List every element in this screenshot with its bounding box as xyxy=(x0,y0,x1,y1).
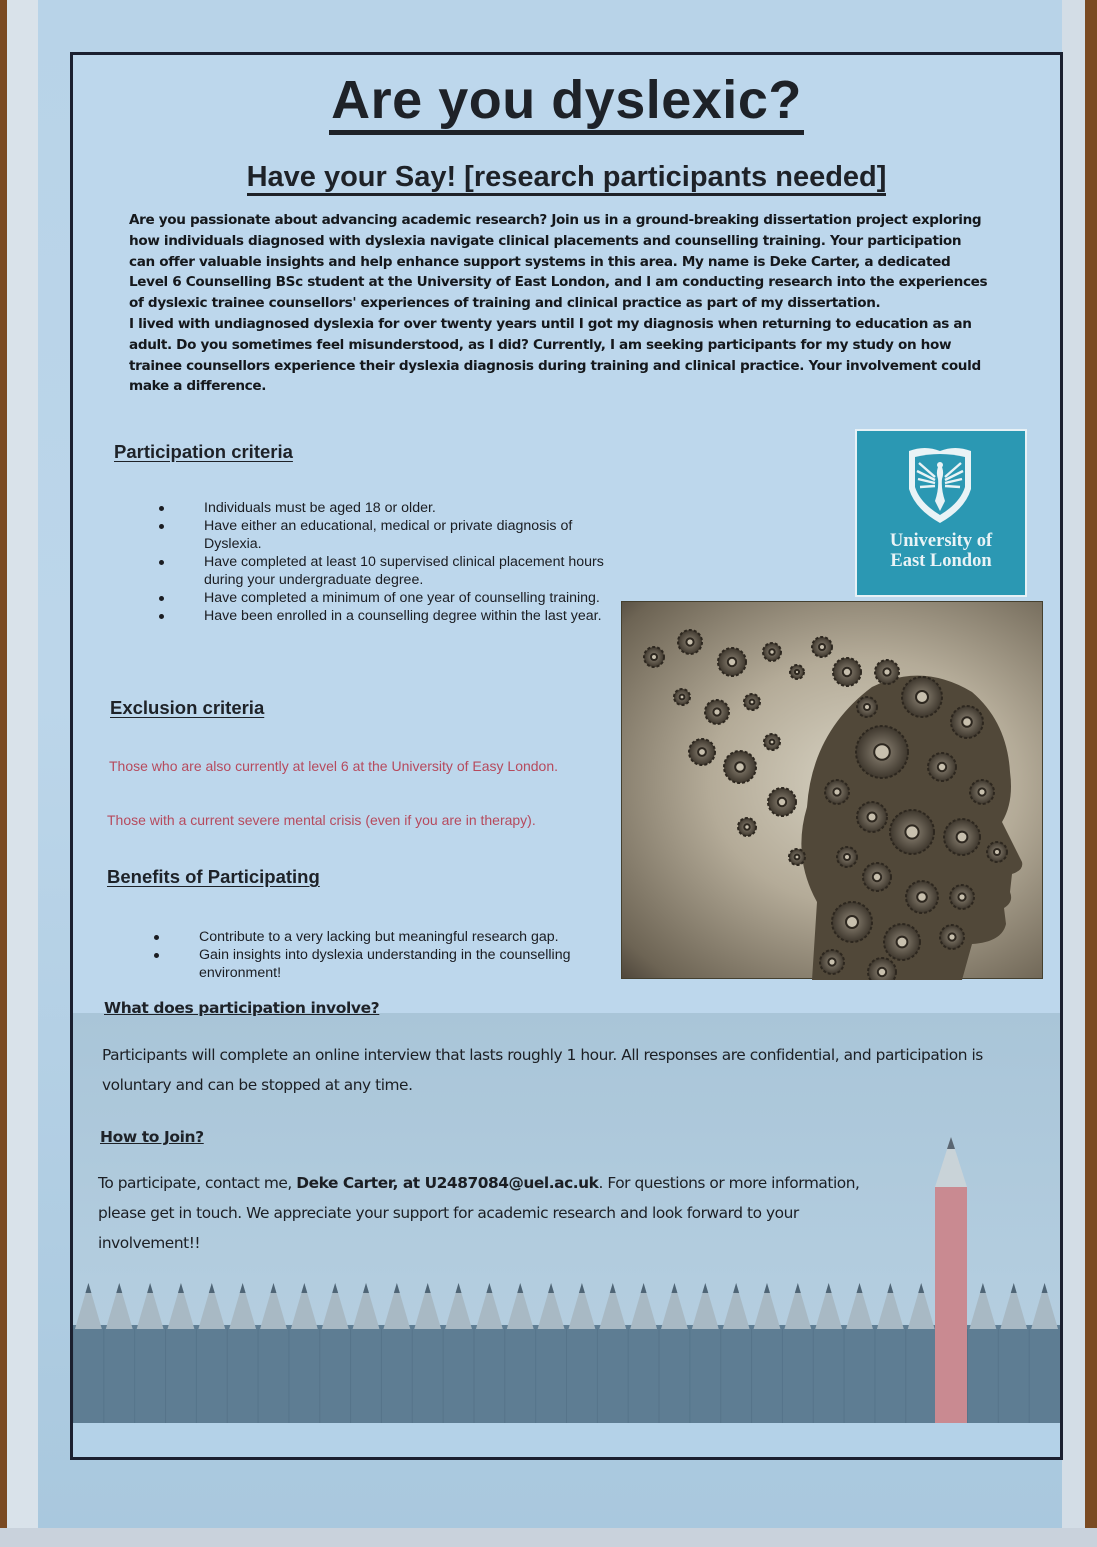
exclusion-heading: Exclusion criteria xyxy=(110,697,265,718)
gear-hub-icon xyxy=(844,854,850,860)
gear-hub-icon xyxy=(744,824,749,829)
pencil-lead-icon xyxy=(887,1283,893,1293)
desk-edge-right xyxy=(1085,0,1097,1547)
gear-hub-icon xyxy=(713,708,720,715)
pencil-lead-icon xyxy=(147,1283,153,1293)
bottom-strip xyxy=(73,1423,1060,1460)
pencil-lead-icon xyxy=(671,1283,677,1293)
pencil-lead-icon xyxy=(394,1283,400,1293)
gear-hub-icon xyxy=(846,916,858,928)
list-item xyxy=(159,553,619,589)
pencil-lead-icon xyxy=(240,1283,246,1293)
pencil-lead-icon xyxy=(209,1283,215,1293)
flyer-title-text: Are you dyslexic? xyxy=(329,70,804,135)
gear-hub-icon xyxy=(750,700,755,705)
list-item-text: Have completed a minimum of one year of counselling training. xyxy=(204,590,600,606)
uel-logo-line: East London xyxy=(890,551,992,571)
list-item xyxy=(154,928,614,946)
exclusion-item: Those who are also currently at level 6 at the University of Easy London. xyxy=(109,758,559,774)
pencil-lead-icon xyxy=(1042,1283,1048,1293)
gear-hub-icon xyxy=(948,933,955,940)
red-pencil-icon xyxy=(931,1137,971,1437)
benefits-heading: Benefits of Participating xyxy=(107,866,320,887)
gear-hub-icon xyxy=(873,873,881,881)
pencil-lead-icon xyxy=(548,1283,554,1293)
exclusion-item: Those with a current severe mental crisis (even if you are in therapy). xyxy=(107,812,536,828)
flyer-title xyxy=(73,69,1060,131)
gear-head-image xyxy=(621,601,1043,979)
paper-margin-right xyxy=(1060,0,1088,1547)
gear-hub-icon xyxy=(874,744,890,760)
participation-heading: Participation criteria xyxy=(114,441,293,462)
pencil-lead-icon xyxy=(486,1283,492,1293)
benefits-list xyxy=(154,928,614,982)
pencil-lead-icon xyxy=(456,1283,462,1293)
bullet-icon xyxy=(159,614,164,619)
pencil-lead-icon xyxy=(517,1283,523,1293)
list-item xyxy=(159,607,619,625)
gear-hub-icon xyxy=(819,644,825,650)
list-item-text: Gain insights into dyslexia understanding in the counselling environment! xyxy=(199,947,571,981)
gear-hub-icon xyxy=(769,649,774,654)
bullet-icon xyxy=(159,524,164,529)
phoenix-crest-icon xyxy=(905,445,975,525)
gear-hub-icon xyxy=(994,849,1000,855)
gear-hub-icon xyxy=(864,704,870,710)
gear-hub-icon xyxy=(938,763,946,771)
gear-hub-icon xyxy=(883,668,890,675)
list-item-text: Have been enrolled in a counselling degree within the last year. xyxy=(204,608,602,624)
pencil-lead-icon xyxy=(178,1283,184,1293)
pencil-lead-icon xyxy=(579,1283,585,1293)
pencil-lead-icon xyxy=(764,1283,770,1293)
bullet-icon xyxy=(154,935,159,940)
join-text xyxy=(98,1168,898,1258)
gear-hub-icon xyxy=(978,788,985,795)
gear-hub-icon xyxy=(686,638,693,645)
flyer-subtitle xyxy=(73,161,1060,194)
gear-hub-icon xyxy=(878,968,886,976)
list-item-text: Have either an educational, medical or private diagnosis of Dyslexia. xyxy=(204,518,573,552)
list-item xyxy=(159,517,619,553)
pencil-lead-icon xyxy=(116,1283,122,1293)
list-item-text: Individuals must be aged 18 or older. xyxy=(204,500,436,516)
flyer-frame xyxy=(70,52,1063,1460)
gear-hub-icon xyxy=(905,825,918,838)
pencil-lead-icon xyxy=(1011,1283,1017,1293)
gear-hub-icon xyxy=(917,892,927,902)
flyer-subtitle-text: Have your Say! [research participants needed] xyxy=(247,161,887,196)
gear-hub-icon xyxy=(833,788,840,795)
pencil-lead-icon xyxy=(332,1283,338,1293)
join-text-part: To participate, contact me, xyxy=(98,1174,297,1192)
pencil-lead-icon xyxy=(826,1283,832,1293)
gear-head-icon xyxy=(622,602,1044,980)
gear-hub-icon xyxy=(778,798,786,806)
join-heading: How to Join? xyxy=(100,1128,204,1146)
pencil-lead-icon xyxy=(918,1283,924,1293)
intro-paragraph: Are you passionate about advancing academic research? Join us in a ground-breaking dissertation project exploring how individuals diagnosed with dyslexia navigate clinical placements and counselling training. Your participation can offer valuable insights and help enhance support systems in this area. My name is Deke Carter, a dedicated Level 6 Counselling BSc student at the University of East London, and I am conducting research into the experiences of dyslexic trainee counsellors' experiences of training and clinical practice as part of my dissertation. xyxy=(129,212,988,312)
gear-hub-icon xyxy=(680,695,685,700)
gear-hub-icon xyxy=(735,762,745,772)
gear-hub-icon xyxy=(843,668,851,676)
list-item xyxy=(159,589,619,607)
list-item xyxy=(159,499,619,517)
involve-heading: What does participation involve? xyxy=(104,999,380,1017)
contact-email[interactable]: Deke Carter, at U2487084@uel.ac.uk xyxy=(296,1174,599,1192)
uel-logo xyxy=(855,429,1027,597)
join-text-part: . For questions or more information, please get in touch. We appreciate your support for academic research and look forward to your involvement!! xyxy=(98,1174,860,1252)
pencil-lead-icon xyxy=(610,1283,616,1293)
gear-hub-icon xyxy=(698,748,706,756)
participation-list xyxy=(159,499,619,625)
paper-margin-left xyxy=(7,0,41,1547)
gear-hub-icon xyxy=(916,691,928,703)
gear-hub-icon xyxy=(728,658,736,666)
bullet-icon xyxy=(159,506,164,511)
pencil-lead-icon xyxy=(795,1283,801,1293)
bullet-icon xyxy=(159,560,164,565)
list-item-text: Have completed at least 10 supervised clinical placement hours during your undergraduate degree. xyxy=(204,554,604,588)
pencil-lead-icon xyxy=(857,1283,863,1293)
gear-hub-icon xyxy=(795,855,800,860)
pencil-lead-icon xyxy=(301,1283,307,1293)
gear-hub-icon xyxy=(868,813,877,822)
pencil-lead-icon xyxy=(733,1283,739,1293)
gear-hub-icon xyxy=(897,937,908,948)
pencil-lead-icon xyxy=(641,1283,647,1293)
paper-bottom-edge xyxy=(0,1528,1097,1547)
intro-paragraph: I lived with undiagnosed dyslexia for over twenty years until I got my diagnosis when returning to education as an adult. Do you sometimes feel misunderstood, as I did? Currently, I am seeking participants for my study on how trainee counsellors experience their dyslexia diagnosis during training and clinical practice. Your involvement could make a difference. xyxy=(129,315,981,395)
pencil-lead-icon xyxy=(85,1283,91,1293)
gear-hub-icon xyxy=(962,717,972,727)
gear-hub-icon xyxy=(651,654,657,660)
bullet-icon xyxy=(154,953,159,958)
pencil-lead-icon xyxy=(425,1283,431,1293)
pencil-lead-icon xyxy=(271,1283,277,1293)
list-item xyxy=(154,946,614,982)
involve-text: Participants will complete an online interview that lasts roughly 1 hour. All responses are confidential, and participation is voluntary and can be stopped at any time. xyxy=(102,1046,983,1094)
intro-text xyxy=(129,210,989,397)
gear-hub-icon xyxy=(770,740,775,745)
pencil-lead-icon xyxy=(980,1283,986,1293)
list-item-text: Contribute to a very lacking but meaningful research gap. xyxy=(199,929,559,945)
gear-hub-icon xyxy=(957,832,968,843)
uel-logo-line: University of xyxy=(889,531,993,551)
gear-hub-icon xyxy=(795,670,799,674)
bullet-icon xyxy=(159,596,164,601)
pencil-lead-icon xyxy=(702,1283,708,1293)
uel-logo-text xyxy=(857,531,1025,571)
gear-hub-icon xyxy=(828,958,835,965)
pencil-lead-icon xyxy=(363,1283,369,1293)
gear-hub-icon xyxy=(958,893,965,900)
